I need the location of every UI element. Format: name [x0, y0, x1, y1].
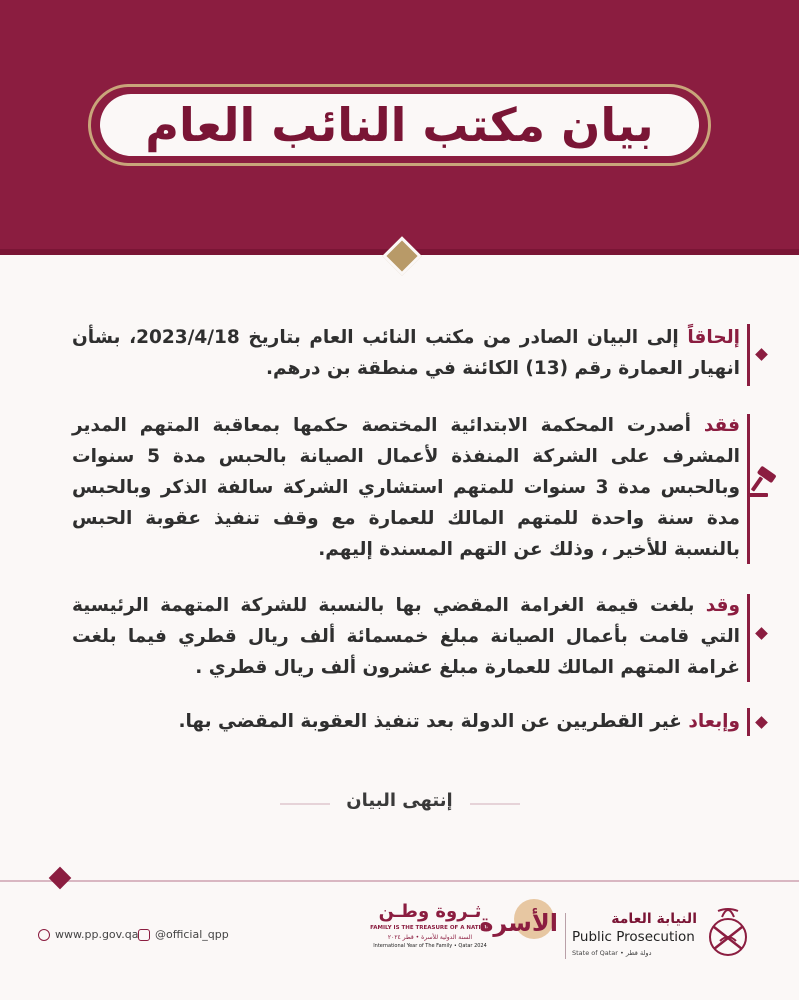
paragraph-3: [72, 590, 740, 683]
usra-logo: [479, 895, 558, 957]
statement-end: [0, 784, 799, 824]
paragraph-lead: وقد: [705, 595, 740, 616]
qatar-emblem-icon: [700, 897, 756, 963]
title-container: [100, 94, 699, 156]
instagram-icon: [138, 929, 150, 941]
paragraph-2: [72, 410, 740, 565]
paragraph-lead: فقد: [703, 415, 740, 436]
diamond-ornament: [49, 867, 72, 890]
pp-state-label: State of Qatar • دولة قطر: [572, 949, 652, 957]
public-prosecution-logo: [572, 911, 697, 957]
pp-arabic-name: النيابة العامة: [611, 911, 697, 927]
page-title: بيان مكتب النائب العام: [145, 98, 654, 152]
website-text: www.pp.gov.qa: [55, 928, 139, 941]
family-year-logo: [370, 901, 490, 949]
family-logo-arabic-sub: السنة الدولية للأسرة • قطر ٢٠٢٤: [387, 934, 473, 941]
paragraph-1: [72, 322, 740, 384]
paragraph-4: [72, 706, 740, 737]
globe-icon: [38, 929, 50, 941]
paragraph-marker-bar: [747, 594, 750, 682]
paragraph-text: إلى البيان الصادر من مكتب النائب العام بتاريخ 2023/4/18، بشأن انهيار العمارة رقم (13) الكائنة في منطقة بن درهم.: [72, 327, 740, 379]
diamond-bullet-icon: [755, 348, 768, 361]
pp-english-name: Public Prosecution: [572, 929, 695, 945]
family-logo-english-sub: International Year of The Family • Qatar 2024: [373, 943, 487, 949]
handle-text: @official_qpp: [155, 928, 229, 941]
paragraph-text: أصدرت المحكمة الابتدائية المختصة حكمها بمعاقبة المتهم المدير المشرف على الشركة المنفذة لأعمال الصيانة بالحبس مدة 5 سنوات وبالحبس مدة 3 سنوات للمتهم استشاري الشركة سالفة الذكر وبالحبس مدة سنة واحدة للمتهم المالك للعمارة مع وقف تنفيذ عقوبة الحبس بالنسبة للأخير ، وذلك عن التهم المسندة إليهم.: [72, 415, 740, 560]
family-logo-arabic: ثـروة وطـن: [378, 901, 482, 922]
diamond-bullet-icon: [755, 627, 768, 640]
paragraph-text: بلغت قيمة الغرامة المقضي بها بالنسبة للشركة المتهمة الرئيسية التي قامت بأعمال الصيانة مبلغ خمسمائة ألف ريال قطري فيما بلغت غرامة المتهم المالك للعمارة مبلغ عشرون ألف ريال قطري .: [72, 595, 740, 678]
paragraph-marker-bar: [747, 708, 750, 736]
diamond-bullet-icon: [755, 716, 768, 729]
paragraph-text: غير القطريين عن الدولة بعد تنفيذ العقوبة المقضي بها.: [178, 711, 689, 732]
usra-logo-text: الأسرة: [479, 909, 558, 937]
social-handle[interactable]: [138, 928, 229, 941]
end-of-statement-text: إنتهى البيان: [346, 790, 453, 811]
paragraph-lead: وإبعاد: [688, 711, 740, 732]
website-link[interactable]: [38, 928, 139, 941]
logo-separator: [565, 913, 566, 959]
paragraph-lead: إلحاقاً: [687, 327, 740, 348]
gavel-icon: [746, 466, 780, 500]
footer: [0, 895, 799, 1000]
paragraph-marker-bar: [747, 324, 750, 386]
footer-divider: [0, 880, 799, 882]
family-logo-english: FAMILY IS THE TREASURE OF A NATION: [370, 925, 490, 931]
